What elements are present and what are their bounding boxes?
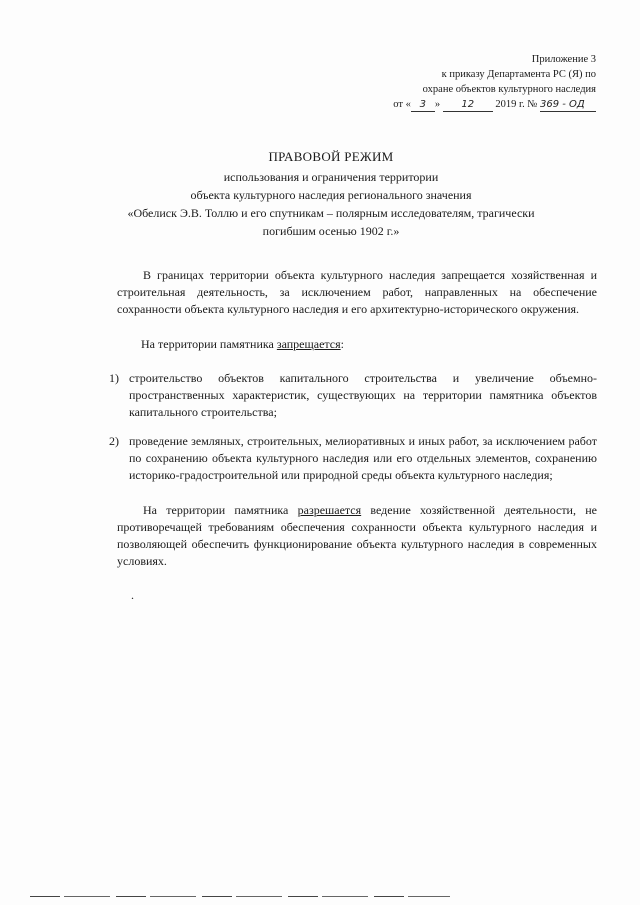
title-line-5: погибшим осенью 1902 г.» (262, 224, 400, 238)
allowed-word: разрешается (297, 503, 362, 517)
title-main: ПРАВОВОЙ РЕЖИМ (268, 149, 394, 164)
title-line-2: использования и ограничения территории (223, 170, 439, 184)
scan-artifact (30, 896, 450, 897)
appendix-number: Приложение 3 (531, 54, 596, 65)
handwritten-order-number: 369 - ОД (540, 99, 596, 112)
title-line-3: объекта культурного наследия регионального значения (190, 188, 472, 202)
list-item-text: строительство объектов капитального строительства и увеличение объемно-пространственных характеристик, существующих на территории памятника объектов капитального строительства; (129, 371, 597, 419)
appendix-department: охране объектов культурного наследия (422, 84, 596, 95)
appendix-header (376, 52, 596, 112)
appendix-order-ref: к приказу Департамента РС (Я) по (441, 69, 596, 80)
title-line-4: «Обелиск Э.В. Толлю и его спутникам – полярным исследователям, трагически (127, 206, 535, 220)
paragraph-allowed: На территории памятника разрешается ведение хозяйственной деятельности, не противоречащей требованиям обеспечения сохранности объекта культурного наследия и позволяющей обеспечить функционирование объекта культурного наследия в современных условиях. (117, 503, 597, 568)
list-item-text: проведение земляных, строительных, мелиоративных и иных работ, за исключением работ по сохранению объекта культурного наследия или его отдельных элементов, сохранению историко-градостроительной или природной среды объекта культурного наследия; (129, 434, 597, 482)
forbidden-word: запрещается (276, 337, 341, 351)
forbidden-list (109, 370, 597, 484)
paragraph-forbidden-lead: На территории памятника запрещается: (141, 337, 344, 351)
list-item (109, 433, 597, 484)
document-title (70, 148, 592, 240)
appendix-date-line: от « 3 » 12 2019 г. № 369 - ОД (376, 97, 596, 112)
handwritten-month: 12 (443, 99, 493, 112)
list-item-number: 2) (109, 434, 119, 448)
handwritten-day: 3 (411, 99, 435, 112)
list-item (109, 370, 597, 421)
document-body (109, 267, 597, 588)
list-item-number: 1) (109, 371, 119, 385)
paragraph-boundaries: В границах территории объекта культурного наследия запрещается хозяйственная и строительная деятельность, за исключением работ, направленных на обеспечение сохранности объекта культурного наследия и его архитектурно-исторического окружения. (117, 268, 597, 316)
stray-mark: . (131, 588, 134, 602)
